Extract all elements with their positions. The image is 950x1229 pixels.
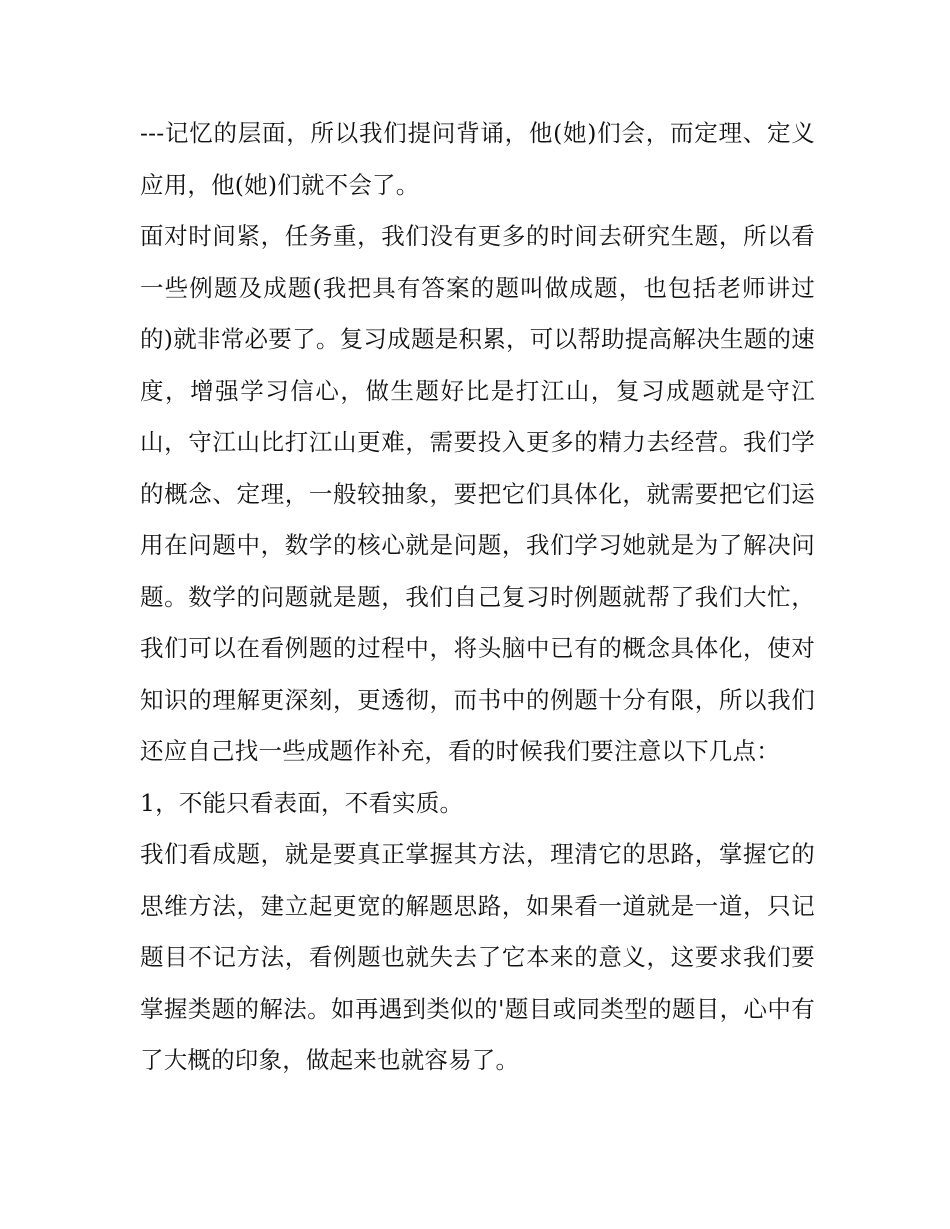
paragraph-master-methods: 我们看成题，就是要真正掌握其方法，理清它的思路，掌握它的思维方法，建立起更宽的解题思路，如果看一道就是一道，只记题目不记方法，看例题也就失去了它本来的意义，这要求我们要掌握类题的解法。如再遇到类似的'题目或同类型的题目，心中有了大概的印象，做起来也就容易了。 xyxy=(140,840,815,1074)
paragraph-point-heading: 1，不能只看表面，不看实质。 xyxy=(140,788,464,817)
document-body xyxy=(140,108,815,1087)
paragraph-memory-level: ---记忆的层面，所以我们提问背诵，他(她)们会，而定理、定义应用，他(她)们就不会了。 xyxy=(140,119,815,199)
paragraph-review-solved-problems: 面对时间紧，任务重，我们没有更多的时间去研究生题，所以看一些例题及成题(我把具有答案的题叫做成题，也包括老师讲过的)就非常必要了。复习成题是积累，可以帮助提高解决生题的速度，增强学习信心，做生题好比是打江山，复习成题就是守江山，守江山比打江山更难，需要投入更多的精力去经营。我们学的概念、定理，一般较抽象，要把它们具体化，就需要把它们运用在问题中，数学的核心就是问题，我们学习她就是为了解决问题。数学的问题就是题，我们自己复习时例题就帮了我们大忙，我们可以在看例题的过程中，将头脑中已有的概念具体化，使对知识的理解更深刻，更透彻，而书中的例题十分有限，所以我们还应自己找一些成题作补充，看的时候我们要注意以下几点： xyxy=(140,222,815,765)
